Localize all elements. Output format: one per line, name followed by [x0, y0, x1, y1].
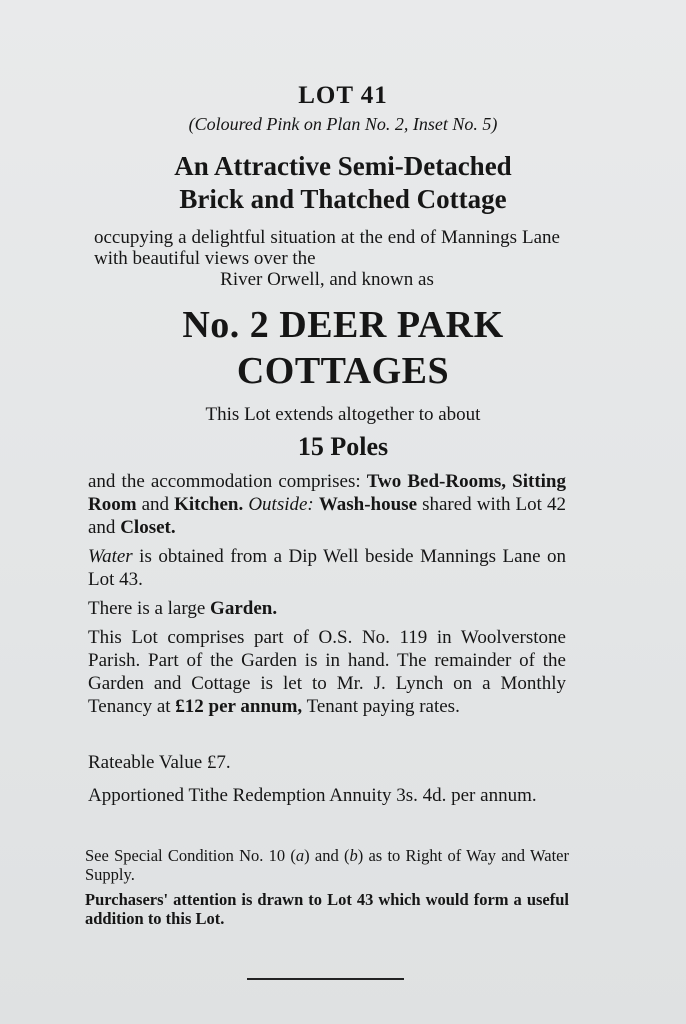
- location-line-2: Mannings Lane with beautiful views over the: [94, 227, 560, 269]
- heading-line-1: An Attractive Semi-Detached: [174, 151, 512, 181]
- text-run: ) and (: [304, 846, 350, 865]
- italic-run: Outside:: [248, 494, 314, 515]
- property-name: [0, 302, 686, 394]
- water-paragraph: [88, 545, 566, 591]
- bold-run: Closet.: [120, 517, 176, 538]
- text-run: ) as to Right of Way and Water Supply.: [85, 846, 569, 884]
- plan-note: (Coloured Pink on Plan No. 2, Inset No. 5): [188, 114, 498, 134]
- bold-run: Kitchen.: [174, 494, 244, 515]
- special-condition-note: [85, 846, 569, 884]
- text-run: and the accommodation comprises:: [88, 471, 367, 492]
- garden-paragraph: [88, 597, 566, 620]
- purchasers-note: Purchasers' attention is drawn to Lot 43 which would form a useful addition to this Lot.: [85, 890, 569, 928]
- bold-run: £12 per annum,: [175, 696, 303, 717]
- accommodation-paragraph: [88, 470, 566, 539]
- tithe-paragraph: Apportioned Tithe Redemption Annuity 3s. 4d. per annum.: [88, 785, 537, 806]
- location-description: [94, 227, 560, 290]
- italic-run: a: [295, 846, 305, 865]
- bold-run: Two Bed-Rooms, Sitting Room: [88, 471, 566, 515]
- text-run: This Lot comprises part of O.S. No. 119 in Woolverstone Parish. Part of the Garden is in hand. The remainder of the Garden and Cottage is let to Mr. J. Lynch on a Monthly Tenancy at: [88, 627, 566, 717]
- property-heading: [0, 150, 686, 216]
- lot-title: LOT 41: [298, 82, 388, 109]
- extent-intro: This Lot extends altogether to about: [205, 404, 481, 425]
- property-name-line-2: COTTAGES: [236, 350, 450, 392]
- heading-line-2: Brick and Thatched Cottage: [179, 184, 507, 214]
- text-run: There is a large: [88, 598, 211, 619]
- extent-value: 15 Poles: [297, 432, 389, 461]
- italic-run: b: [349, 846, 358, 865]
- closing-rule: [247, 978, 404, 980]
- text-run: Tenant paying rates.: [302, 696, 460, 717]
- tenancy-paragraph: [88, 626, 566, 718]
- italic-run: Water: [88, 546, 133, 567]
- location-line-3: River Orwell, and known as: [220, 269, 434, 290]
- text-run: shared with Lot 42 and: [88, 494, 566, 538]
- location-line-1: occupying a delightful situation at the end of: [94, 227, 437, 248]
- bold-run: Wash-house: [318, 494, 418, 515]
- text-run: and: [136, 494, 175, 515]
- bold-run: Garden.: [210, 598, 278, 619]
- property-name-line-1: No. 2 DEER PARK: [182, 304, 504, 346]
- rateable-value: Rateable Value £7.: [88, 752, 231, 773]
- text-run: See Special Condition No. 10 (: [85, 846, 296, 865]
- text-run: is obtained from a Dip Well beside Mannings Lane on Lot 43.: [88, 546, 566, 590]
